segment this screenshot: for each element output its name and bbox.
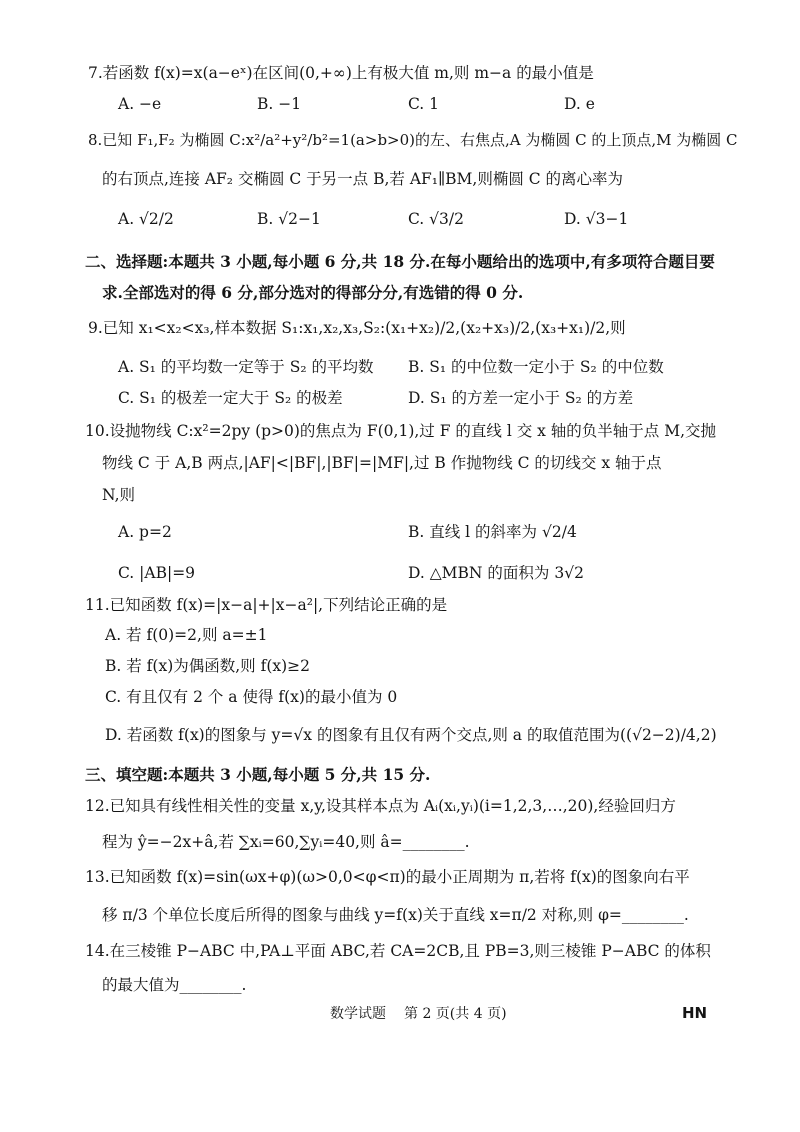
q10-stem-line1: 10.设抛物线 C:x²=2py (p>0)的焦点为 F(0,1),过 F 的直线 l 交 x 轴的负半轴于点 M,交抛: [85, 422, 717, 440]
q8-option-a: A. √2/2: [118, 210, 174, 228]
q14-line2: 的最大值为________.: [102, 976, 247, 994]
q14-line1: 14.在三棱锥 P−ABC 中,PA⊥平面 ABC,若 CA=2CB,且 PB=3,则三棱锥 P−ABC 的体积: [85, 942, 711, 960]
q12-line1: 12.已知具有线性相关性的变量 x,y,设其样本点为 Aᵢ(xᵢ,yᵢ)(i=1,2,3,…,20),经验回归方: [85, 797, 676, 815]
q11-option-b: B. 若 f(x)为偶函数,则 f(x)≥2: [105, 657, 311, 675]
q9-option-d: D. S₁ 的方差一定小于 S₂ 的方差: [408, 389, 634, 407]
q10-option-b: B. 直线 l 的斜率为 √2/4: [408, 523, 577, 541]
q9-stem: 9.已知 x₁<x₂<x₃,样本数据 S₁:x₁,x₂,x₃,S₂:(x₁+x₂)/2,(x₂+x₃)/2,(x₃+x₁)/2,则: [88, 319, 626, 337]
section2-title-line2: 求.全部选对的得 6 分,部分选对的得部分分,有选错的得 0 分.: [102, 283, 524, 302]
q10-option-a: A. p=2: [118, 523, 172, 541]
q7-option-c: C. 1: [408, 95, 440, 113]
q9-option-b: B. S₁ 的中位数一定小于 S₂ 的中位数: [408, 358, 664, 376]
q7-option-a: A. −e: [118, 95, 162, 113]
q10-stem-line2: 物线 C 于 A,B 两点,|AF|<|BF|,|BF|=|MF|,过 B 作抛物线 C 的切线交 x 轴于点: [102, 454, 662, 472]
section3-title: 三、填空题:本题共 3 小题,每小题 5 分,共 15 分.: [85, 765, 431, 784]
q11-option-a: A. 若 f(0)=2,则 a=±1: [105, 626, 268, 644]
q11-stem: 11.已知函数 f(x)=|x−a|+|x−a²|,下列结论正确的是: [85, 596, 448, 614]
q8-option-c: C. √3/2: [408, 210, 464, 228]
q8-option-b: B. √2−1: [257, 210, 321, 228]
footer-code: HN: [682, 1004, 708, 1022]
q7-stem: 7.若函数 f(x)=x(a−eˣ)在区间(0,+∞)上有极大值 m,则 m−a 的最小值是: [88, 64, 594, 82]
q7-option-b: B. −1: [257, 95, 302, 113]
section2-title-line1: 二、选择题:本题共 3 小题,每小题 6 分,共 18 分.在每小题给出的选项中,有多项符合题目要: [85, 252, 715, 271]
q8-stem-line2: 的右顶点,连接 AF₂ 交椭圆 C 于另一点 B,若 AF₁∥BM,则椭圆 C 的离心率为: [102, 170, 624, 188]
q11-option-d: D. 若函数 f(x)的图象与 y=√x 的图象有且仅有两个交点,则 a 的取值范围为((√2−2)/4,2): [105, 726, 717, 744]
q8-option-d: D. √3−1: [564, 210, 629, 228]
q7-option-d: D. e: [564, 95, 595, 113]
footer-page-number: 第 2 页(共 4 页): [404, 1006, 507, 1022]
q9-option-a: A. S₁ 的平均数一定等于 S₂ 的平均数: [118, 358, 374, 376]
q9-option-c: C. S₁ 的极差一定大于 S₂ 的极差: [118, 389, 343, 407]
q13-line1: 13.已知函数 f(x)=sin(ωx+φ)(ω>0,0<φ<π)的最小正周期为 π,若将 f(x)的图象向右平: [85, 868, 690, 886]
footer-subject: 数学试题: [330, 1006, 386, 1022]
q10-stem-line3: N,则: [102, 486, 135, 504]
q10-option-c: C. |AB|=9: [118, 564, 196, 582]
q12-line2: 程为 ŷ=−2x+â,若 ∑xᵢ=60,∑yᵢ=40,则 â=________.: [102, 833, 470, 851]
q11-option-c: C. 有且仅有 2 个 a 使得 f(x)的最小值为 0: [105, 688, 398, 706]
q8-stem-line1: 8.已知 F₁,F₂ 为椭圆 C:x²/a²+y²/b²=1(a>b>0)的左、右焦点,A 为椭圆 C 的上顶点,M 为椭圆 C: [88, 131, 738, 149]
q10-option-d: D. △MBN 的面积为 3√2: [408, 564, 584, 582]
q13-line2: 移 π/3 个单位长度后所得的图象与曲线 y=f(x)关于直线 x=π/2 对称,则 φ=________.: [102, 906, 689, 924]
